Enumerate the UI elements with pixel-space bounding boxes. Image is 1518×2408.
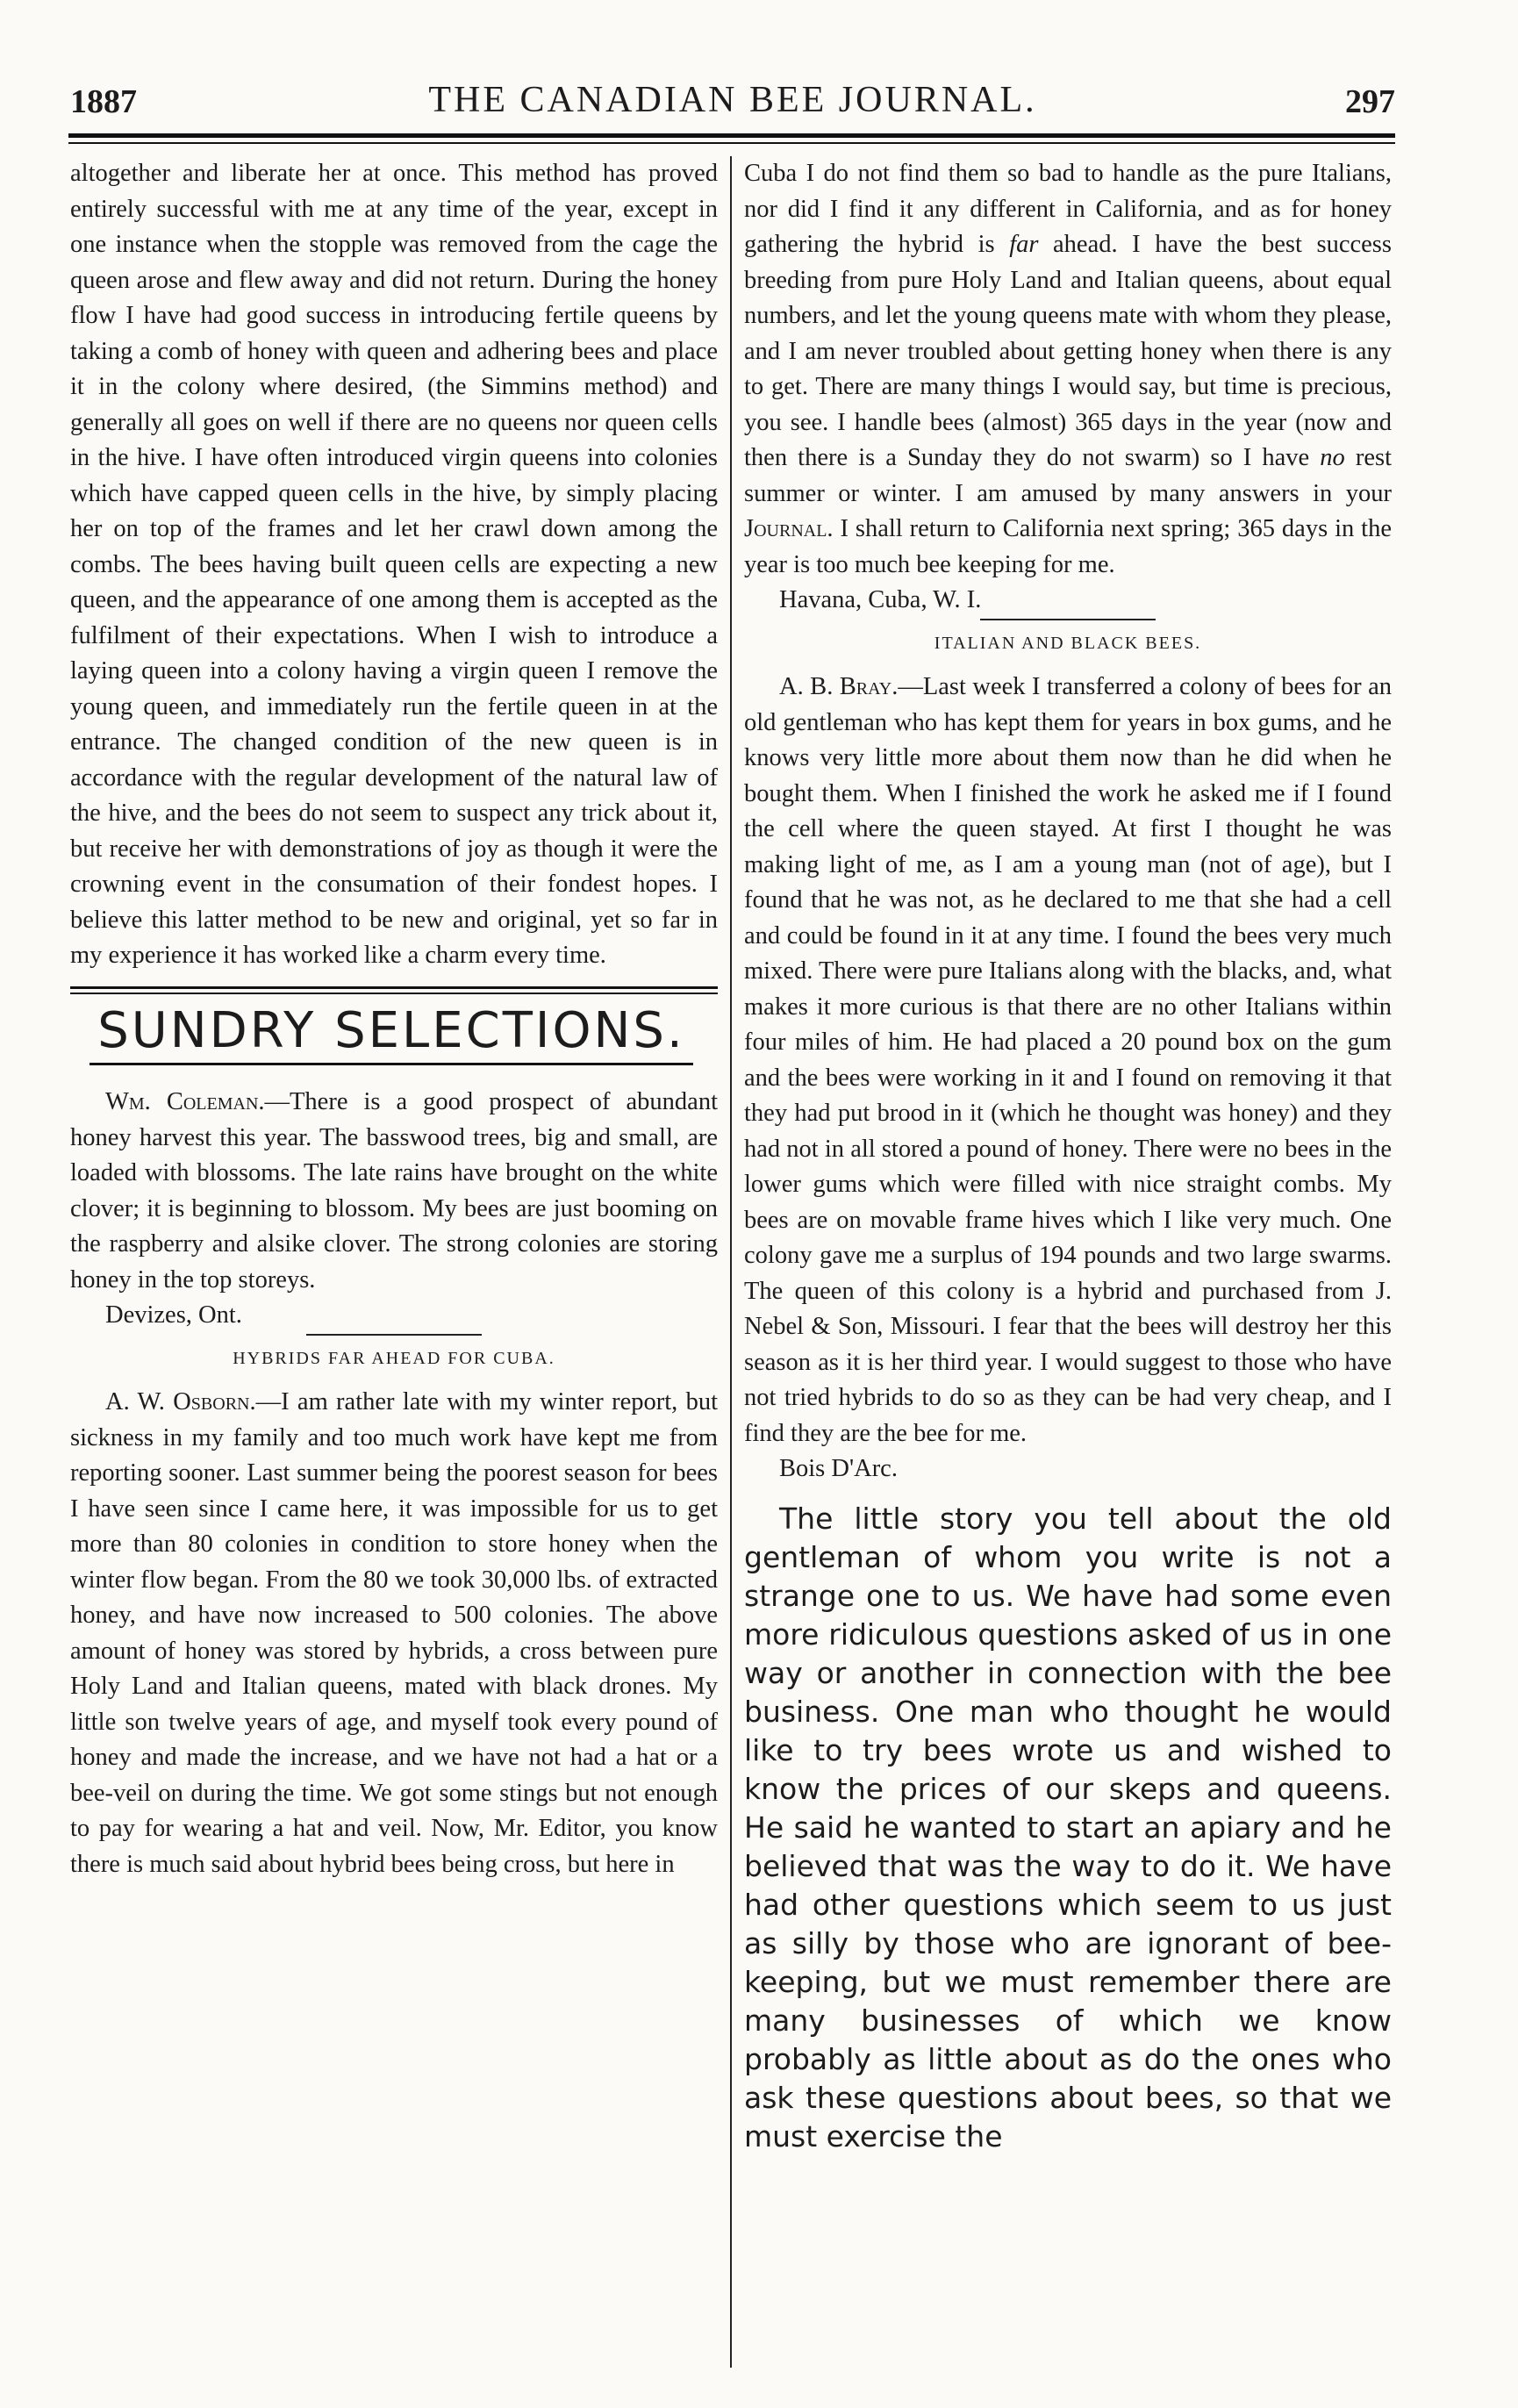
coleman-text: —There is a good prospect of abundant honey harvest this year. The basswood trees, big and small, are loaded with blossoms. The late rains have brought on the white clover; it is beginning to blossom. My bees are just booming on the raspberry and alsike clover. The strong colonies are storing honey in the top storeys. [70, 1088, 718, 1294]
osborn-emphasis-no: no [1320, 444, 1345, 471]
bray-letter [744, 670, 1392, 1451]
osborn-author: A. W. Osborn. [105, 1388, 256, 1415]
osborn-journal: Journal. [744, 515, 834, 542]
header-rule-thin [68, 142, 1395, 144]
article-continuation: altogether and liberate her at once. This method has proved entirely successful with me at any time of the year, except in one instance when the stopple was removed from the cage the queen arose and flew away and did not return. During the honey flow I have had good success in introducing fertile queens by taking a comb of honey with queen and adhering bees and place it in the colony where desired, (the Simmins method) and generally all goes on well if there are no queens nor queen cells in the hive. I have often introduced virgin queens into colonies which have capped queen cells in the hive, by simply placing her on top of the frames and let her crawl down among the combs. The bees having built queen cells are expecting a new queen, and the appearance of one among them is accepted as the fulfilment of their expectations. When I wish to introduce a laying queen into a colony having a virgin queen I remove the young queen, and immediately run the fertile queen in at the entrance. The changed condition of the new queen is in accordance with the regular development of the natural law of the hive, and the bees do not seem to suspect any trick about it, but receive her with demonstrations of joy as though it were the crowning event in the consumation of their fondest hopes. I believe this latter method to be new and original, yet so far in my experience it has worked like a charm every time. [70, 160, 718, 969]
coleman-letter [70, 1085, 718, 1298]
two-column-body [70, 156, 1395, 2368]
separator-rule [306, 1334, 482, 1336]
osborn-cont-2: ahead. I have the best success breeding from pure Holy Land and Italian queens, about equal numbers, and let the young queens mate with whom they please, and I am never troubled about getting honey when there is any to get. There are many things I would say, but time is precious, you see. I handle bees (almost) 365 days in the year (now and then there is a Sunday they do not swarm) so I have [744, 231, 1392, 471]
page-number: 297 [1345, 83, 1395, 120]
separator-rule-right [980, 619, 1156, 620]
osborn-cont-4: I shall return to California next spring; 365 days in the year is too much bee keeping for me. [744, 515, 1392, 578]
editorial-reply: The little story you tell about the old gentleman of whom you write is not a strange one to us. We have had some even more ridiculous questions asked of us in one way or another in connection with the bee business. One man who thought he would like to try bees wrote us and wished to know the prices of our skeps and queens. He said he wanted to start an apiary and he believed that was the way to do it. We have had other questions which seem to us just as silly by those who are ignorant of bee-keeping, but we must remember there are many businesses of which we know probably as little about as do the ones who ask these questions about bees, so that we must exercise the [744, 1501, 1392, 2154]
italian-heading: ITALIAN AND BLACK BEES. [934, 633, 1202, 653]
section-title: SUNDRY SELECTIONS. [90, 1003, 693, 1066]
article-end-rule [70, 986, 718, 989]
right-column [732, 156, 1392, 2368]
osborn-letter [70, 1385, 718, 1882]
bray-text: —Last week I transferred a colony of bees for an old gentleman who has kept them for years in box gums, and he knows very little more about them now than he did when he bought them. When I finished the work he asked me if I found the cell where the queen stayed. At first I thought he was making light of me, as I am a young man (not of age), but I found that he was not, as he declared to me that she had a cell and could be found in it at any time. I found the bees very much mixed. There were pure Italians along with the blacks, and, what makes it more curious is that there are no other Italians within four miles of him. He had placed a 20 pound box on the gum and the bees were working in it and I found on removing it that they had put brood in it (which he thought was honey) and they had not in all stored a pound of honey. There were no bees in the lower gums which were filled with nice straight combs. My bees are on movable frame hives which I like very much. One colony gave me a surplus of 194 pounds and two large swarms. The queen of this colony is a hybrid and purchased from J. Nebel & Son, Missouri. I fear that the bees will destroy her this season as it is her third year. I would suggest to those who have not tried hybrids to do so as they can be had very cheap, and I find they are the bee for me. [744, 673, 1392, 1447]
journal-page [70, 53, 1395, 2369]
osborn-emphasis-far: far [1009, 231, 1039, 258]
left-column [70, 156, 730, 2368]
hybrids-heading: HYBRIDS FAR AHEAD FOR CUBA. [233, 1348, 555, 1368]
page-header [70, 53, 1395, 121]
coleman-author: Wm. Coleman. [105, 1088, 265, 1115]
bray-author: A. B. Bray. [779, 673, 899, 700]
osborn-place: Havana, Cuba, W. I. [779, 586, 982, 613]
header-rule [68, 133, 1395, 138]
journal-title: THE CANADIAN BEE JOURNAL. [428, 80, 1037, 120]
osborn-cont-3: rest summer or winter. I am amused by many answers in your [744, 444, 1392, 507]
article-end-rule-thin [70, 993, 718, 994]
bray-place: Bois D'Arc. [779, 1455, 898, 1482]
osborn-continuation [744, 156, 1392, 583]
coleman-place: Devizes, Ont. [105, 1301, 242, 1329]
header-year: 1887 [70, 83, 137, 120]
osborn-cont-1: Cuba I do not find them so bad to handle as the pure Italians, nor did I find it any different in California, and as for honey gathering the hybrid is [744, 160, 1392, 258]
osborn-text: —I am rather late with my winter report, but sickness in my family and too much work have kept me from reporting sooner. Last summer being the poorest season for bees I have seen since I came here, it was impossible for us to get more than 80 colonies in condition to store honey when the winter flow began. From the 80 we took 30,000 lbs. of extracted honey, and have now increased to 500 colonies. The above amount of honey was stored by hybrids, a cross between pure Holy Land and Italian queens, mated with black drones. My little son twelve years of age, and myself took every pound of honey and made the increase, and we have not had a hat or a bee-veil on during the time. We got some stings but not enough to pay for wearing a hat and veil. Now, Mr. Editor, you know there is much said about hybrid bees being cross, but here in [70, 1388, 718, 1878]
